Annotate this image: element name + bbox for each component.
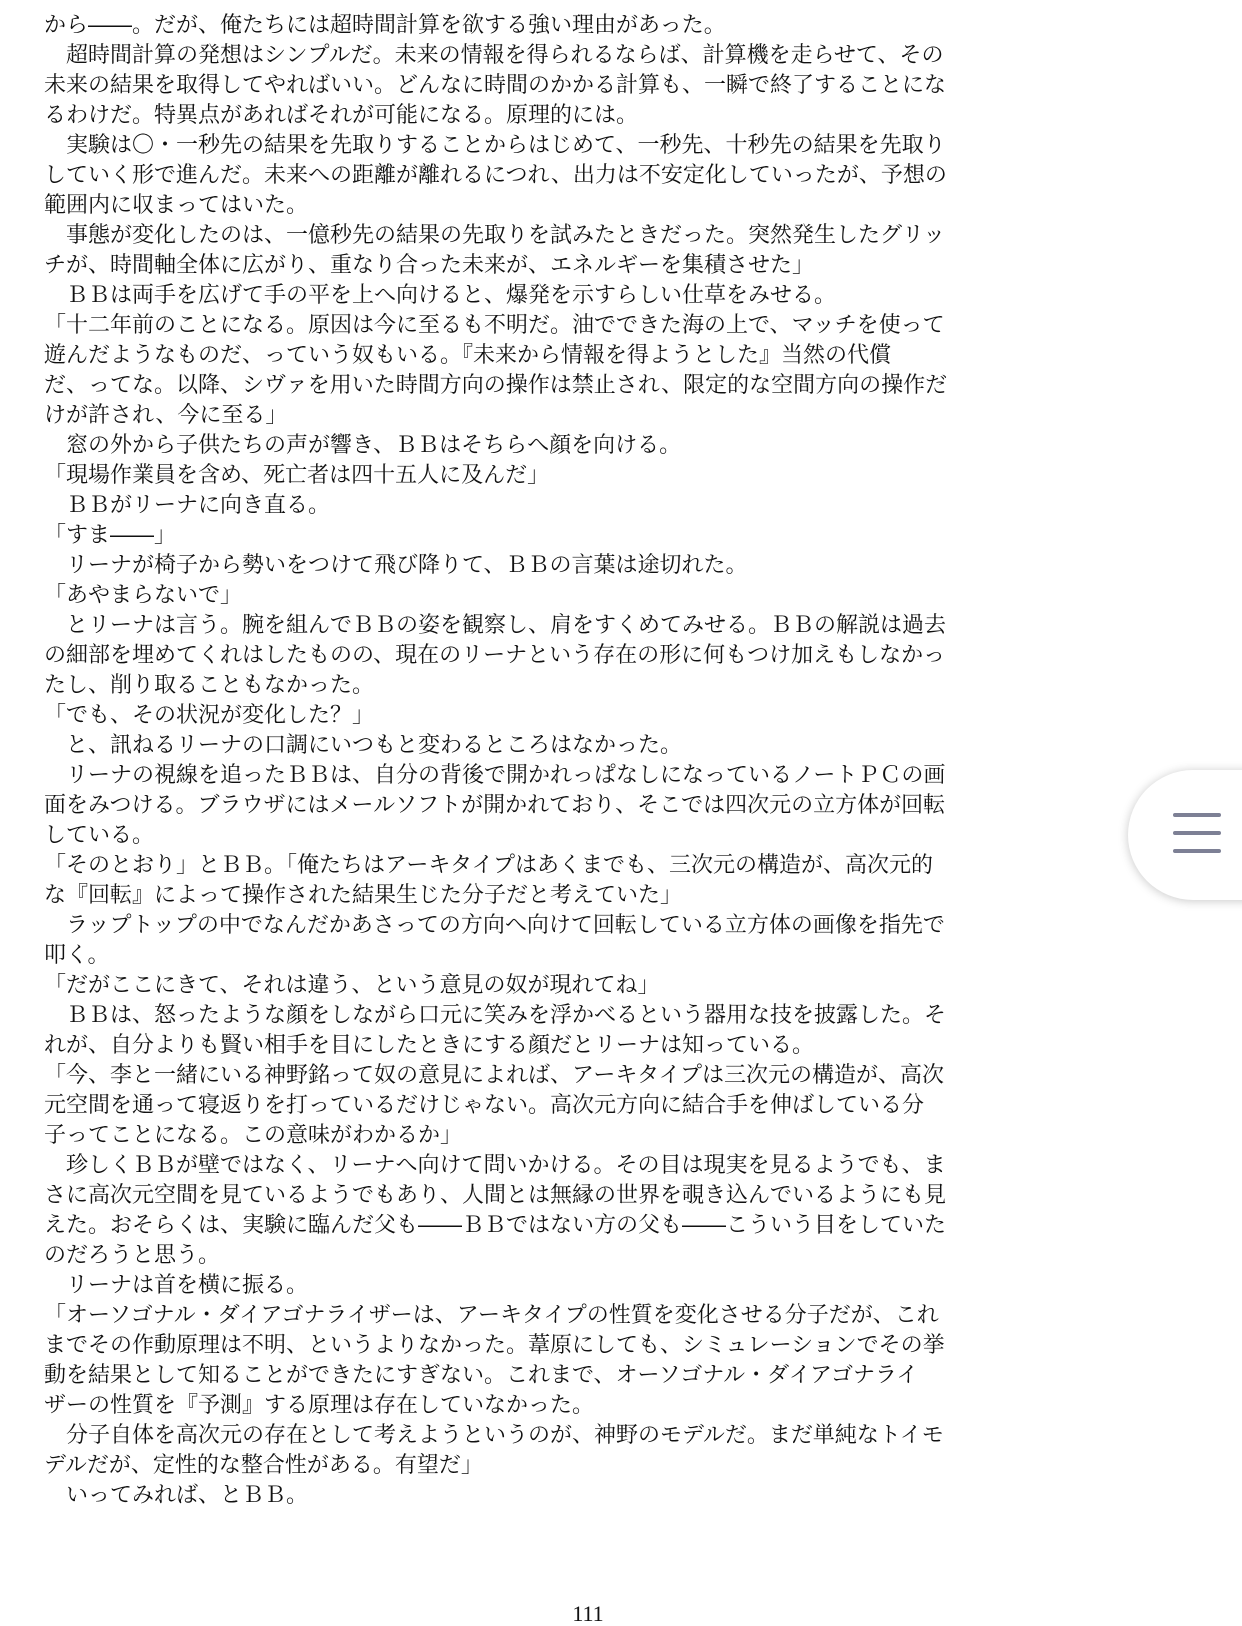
text-line: えた。おそらくは、実験に臨んだ父も――ＢＢではない方の父も――こういう目をしていた: [44, 1213, 947, 1238]
text-line: 遊んだようなものだ、っていう奴もいる。『未来から情報を得ようとした』当然の代償: [44, 343, 892, 368]
text-line: さに高次元空間を見ているようでもあり、人間とは無縁の世界を覗き込んでいるようにも見: [44, 1183, 947, 1208]
text-line: から――。だが、俺たちには超時間計算を欲する強い理由があった。: [44, 13, 726, 38]
text-line: れが、自分よりも賢い相手を目にしたときにする顔だとリーナは知っている。: [44, 1033, 815, 1058]
text-line: までその作動原理は不明、というよりなかった。葦原にしても、シミュレーションでその挙: [44, 1333, 945, 1358]
text-line: している。: [44, 823, 155, 848]
text-line: たし、削り取ることもなかった。: [44, 673, 375, 698]
page-number: 111: [572, 1601, 604, 1626]
text-line: 「そのとおり」とＢＢ。「俺たちはアーキタイプはあくまでも、三次元の構造が、高次元的: [44, 853, 934, 878]
text-line: 範囲内に収まってはいた。: [44, 193, 309, 218]
menu-icon-bar: [1173, 849, 1221, 853]
text-line: と、訊ねるリーナの口調にいつもと変わるところはなかった。: [44, 733, 683, 758]
menu-icon-bar: [1173, 831, 1221, 835]
text-line: 動を結果として知ることができたにすぎない。これまで、オーソゴナル・ダイアゴナライ: [44, 1363, 919, 1388]
page-text: [44, 11, 1122, 1511]
text-line: 子ってことになる。この意味がわかるか」: [44, 1123, 463, 1148]
text-line: のだろうと思う。: [44, 1243, 221, 1268]
text-line: だ、ってな。以降、シヴァを用いた時間方向の操作は禁止され、限定的な空間方向の操作だ: [44, 373, 948, 398]
text-line: るわけだ。特異点があればそれが可能になる。原理的には。: [44, 103, 639, 128]
text-line: とリーナは言う。腕を組んでＢＢの姿を観察し、肩をすくめてみせる。ＢＢの解説は過去: [44, 613, 947, 638]
text-line: 実験は〇・一秒先の結果を先取りすることからはじめて、一秒先、十秒先の結果を先取り: [44, 133, 946, 158]
text-line: 「十二年前のことになる。原因は今に至るも不明だ。油でできた海の上で、マッチを使って: [44, 313, 945, 338]
hamburger-menu-icon[interactable]: [1173, 813, 1221, 853]
text-line: 窓の外から子供たちの声が響き、ＢＢはそちらへ顔を向ける。: [44, 433, 682, 458]
text-line: ＢＢは両手を広げて手の平を上へ向けると、爆発を示すらしい仕草をみせる。: [44, 283, 837, 308]
text-line: 叩く。: [44, 943, 110, 968]
text-line: ＢＢは、怒ったような顔をしながら口元に笑みを浮かべるという器用な技を披露した。そ: [44, 1003, 947, 1028]
text-line: な『回転』によって操作された結果生じた分子だと考えていた」: [44, 883, 683, 908]
text-line: 「オーソゴナル・ダイアゴナライザーは、アーキタイプの性質を変化させる分子だが、これ: [44, 1303, 939, 1328]
text-line: ラップトップの中でなんだかあさっての方向へ向けて回転している立方体の画像を指先で: [44, 913, 945, 938]
text-line: の細部を埋めてくれはしたものの、現在のリーナという存在の形に何もつけ加えもしなかっ: [44, 643, 946, 668]
text-line: 「だがここにきて、それは違う、という意見の奴が現れてね」: [44, 973, 660, 998]
menu-icon-bar: [1173, 813, 1221, 817]
text-line: 「今、李と一緒にいる神野銘って奴の意見によれば、アーキタイプは三次元の構造が、高次: [44, 1063, 945, 1088]
text-line: いってみれば、とＢＢ。: [44, 1483, 309, 1508]
text-line: 珍しくＢＢが壁ではなく、リーナへ向けて問いかける。その目は現実を見るようでも、ま: [44, 1153, 946, 1178]
text-line: 面をみつける。ブラウザにはメールソフトが開かれており、そこでは四次元の立方体が回転: [44, 793, 946, 818]
text-line: 「すま――」: [44, 523, 177, 548]
text-line: 分子自体を高次元の存在として考えようというのが、神野のモデルだ。まだ単純なトイモ: [44, 1423, 944, 1448]
text-line: 未来の結果を取得してやればいい。どんなに時間のかかる計算も、一瞬で終了することにな: [44, 73, 947, 98]
text-line: 超時間計算の発想はシンプルだ。未来の情報を得られるならば、計算機を走らせて、その: [44, 43, 944, 68]
text-line: ＢＢがリーナに向き直る。: [44, 493, 331, 518]
text-line: リーナは首を横に振る。: [44, 1273, 309, 1298]
text-line: 元空間を通って寝返りを打っているだけじゃない。高次元方向に結合手を伸ばしている分: [44, 1093, 925, 1118]
text-line: 「でも、その状況が変化した？」: [44, 703, 375, 728]
text-line: していく形で進んだ。未来への距離が離れるにつれ、出力は不安定化していったが、予想の: [44, 163, 947, 188]
text-line: けが許され、今に至る」: [44, 403, 288, 428]
text-line: 「あやまらないで」: [44, 583, 243, 608]
text-line: 「現場作業員を含め、死亡者は四十五人に及んだ」: [44, 463, 550, 488]
text-line: リーナの視線を追ったＢＢは、自分の背後で開かれっぱなしになっているノートＰＣの画: [44, 763, 946, 788]
text-line: デルだが、定性的な整合性がある。有望だ」: [44, 1453, 483, 1478]
text-line: チが、時間軸全体に広がり、重なり合った未来が、エネルギーを集積させた」: [44, 253, 815, 278]
text-line: リーナが椅子から勢いをつけて飛び降りて、ＢＢの言葉は途切れた。: [44, 553, 748, 578]
text-line: ザーの性質を『予測』する原理は存在していなかった。: [44, 1393, 595, 1418]
text-line: 事態が変化したのは、一億秒先の結果の先取りを試みたときだった。突然発生したグリッ: [44, 223, 946, 248]
reader-menu-button[interactable]: [1128, 770, 1242, 900]
